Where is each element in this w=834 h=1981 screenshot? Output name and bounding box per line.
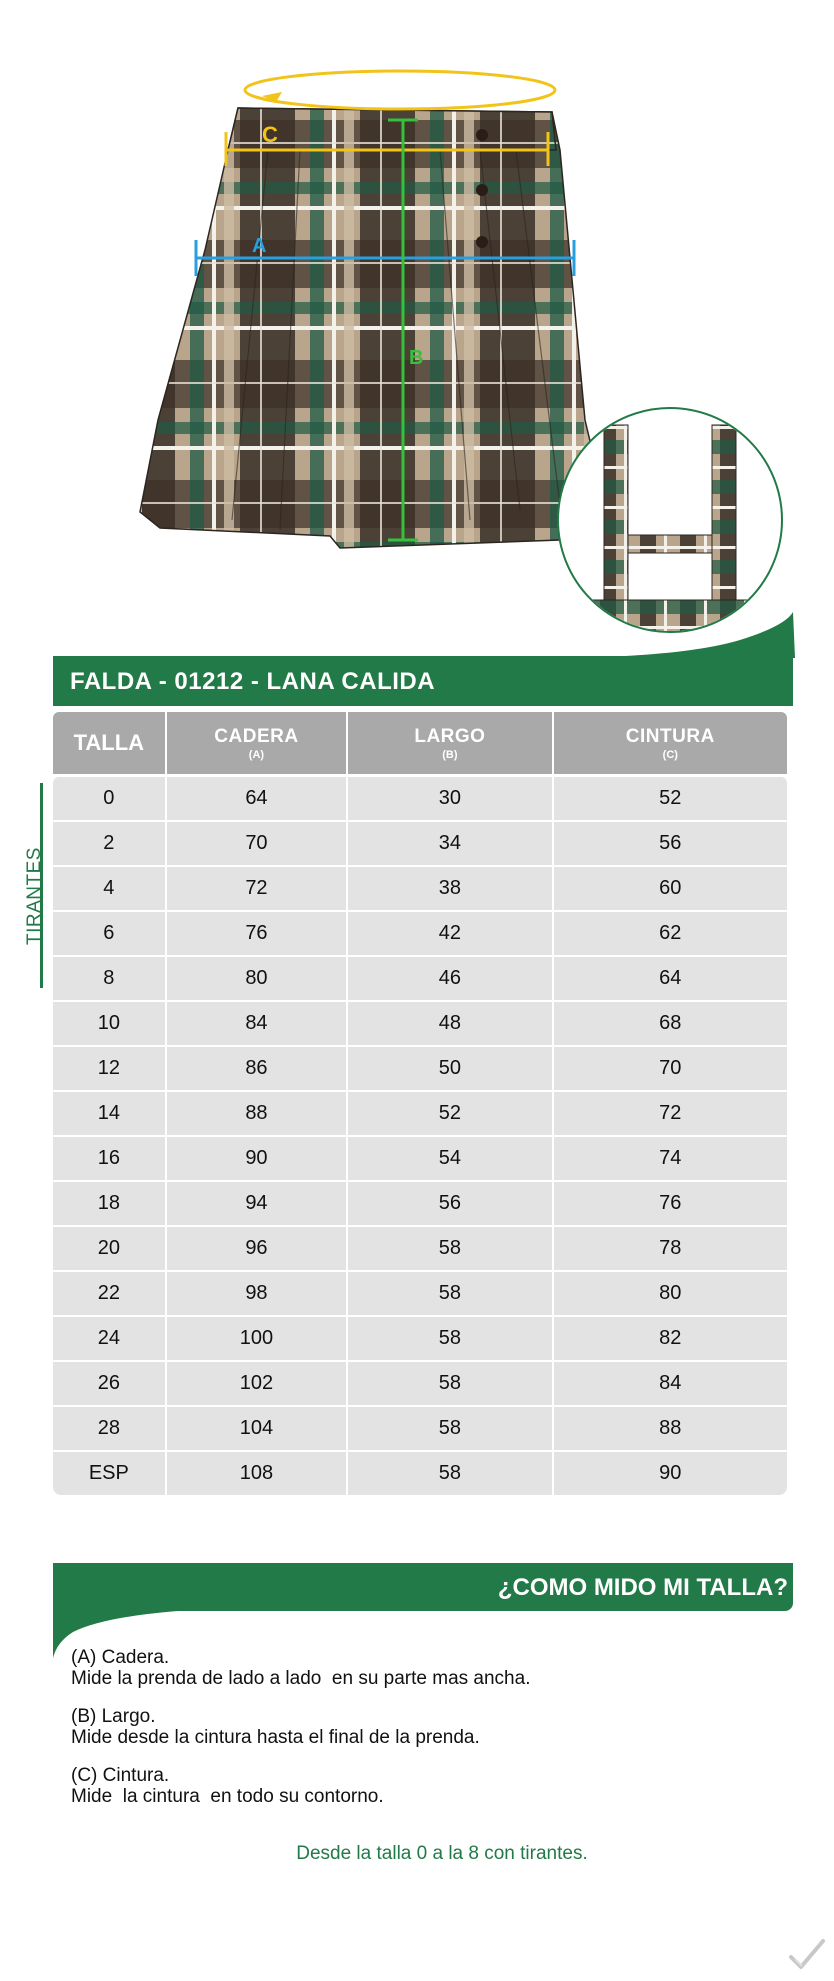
talla-cell: 6 xyxy=(53,912,167,955)
cintura-cell: 82 xyxy=(554,1317,787,1360)
header-talla: TALLA xyxy=(53,712,167,774)
cadera-cell: 90 xyxy=(167,1137,349,1180)
table-row xyxy=(53,822,787,865)
cintura-cell: 62 xyxy=(554,912,787,955)
step-largo xyxy=(71,1706,771,1748)
checkmark-logo-icon xyxy=(787,1937,827,1973)
cadera-cell: 80 xyxy=(167,957,349,1000)
cintura-cell: 88 xyxy=(554,1407,787,1450)
cintura-cell: 72 xyxy=(554,1092,787,1135)
largo-cell: 46 xyxy=(348,957,553,1000)
cadera-cell: 108 xyxy=(167,1452,349,1495)
howto-steps xyxy=(71,1647,771,1824)
table-row xyxy=(53,1182,787,1225)
table-row xyxy=(53,867,787,910)
header-largo: LARGO (B) xyxy=(348,712,553,774)
cadera-cell: 96 xyxy=(167,1227,349,1270)
suspenders-detail xyxy=(558,408,800,640)
cintura-cell: 56 xyxy=(554,822,787,865)
cadera-cell: 76 xyxy=(167,912,349,955)
largo-cell: 58 xyxy=(348,1362,553,1405)
howto-title: ¿COMO MIDO MI TALLA? xyxy=(497,1574,788,1601)
talla-cell: 14 xyxy=(53,1092,167,1135)
talla-cell: 22 xyxy=(53,1272,167,1315)
largo-cell: 58 xyxy=(348,1407,553,1450)
cadera-cell: 98 xyxy=(167,1272,349,1315)
cadera-cell: 100 xyxy=(167,1317,349,1360)
table-row xyxy=(53,1137,787,1180)
cintura-cell: 68 xyxy=(554,1002,787,1045)
talla-cell: 16 xyxy=(53,1137,167,1180)
talla-cell: 20 xyxy=(53,1227,167,1270)
step-cintura xyxy=(71,1765,771,1807)
step-text: Mide la prenda de lado a lado en su parte mas ancha. xyxy=(71,1668,531,1689)
talla-cell: 24 xyxy=(53,1317,167,1360)
largo-cell: 58 xyxy=(348,1272,553,1315)
largo-cell: 48 xyxy=(348,1002,553,1045)
table-row xyxy=(53,1047,787,1090)
cintura-cell: 78 xyxy=(554,1227,787,1270)
table-row xyxy=(53,777,787,820)
cadera-cell: 88 xyxy=(167,1092,349,1135)
tirantes-footnote: Desde la talla 0 a la 8 con tirantes. xyxy=(296,1843,588,1864)
tirantes-label: TIRANTES xyxy=(24,847,45,945)
cadera-cell: 86 xyxy=(167,1047,349,1090)
banner-curve xyxy=(540,612,795,658)
cintura-cell: 84 xyxy=(554,1362,787,1405)
largo-cell: 30 xyxy=(348,777,553,820)
largo-cell: 38 xyxy=(348,867,553,910)
cadera-cell: 102 xyxy=(167,1362,349,1405)
step-text: Mide desde la cintura hasta el final de la prenda. xyxy=(71,1727,480,1748)
skirt-illustration xyxy=(0,0,834,640)
header-cadera: CADERA (A) xyxy=(167,712,349,774)
table-row xyxy=(53,1272,787,1315)
talla-cell: 12 xyxy=(53,1047,167,1090)
step-text: Mide la cintura en todo su contorno. xyxy=(71,1786,384,1807)
talla-cell: ESP xyxy=(53,1452,167,1495)
table-row xyxy=(53,1317,787,1360)
cadera-cell: 84 xyxy=(167,1002,349,1045)
talla-cell: 2 xyxy=(53,822,167,865)
largo-cell: 58 xyxy=(348,1317,553,1360)
table-row xyxy=(53,1452,787,1495)
table-row xyxy=(53,912,787,955)
talla-cell: 26 xyxy=(53,1362,167,1405)
cadera-cell: 64 xyxy=(167,777,349,820)
header-cintura: CINTURA (C) xyxy=(554,712,787,774)
cintura-cell: 74 xyxy=(554,1137,787,1180)
largo-cell: 56 xyxy=(348,1182,553,1225)
cintura-cell: 70 xyxy=(554,1047,787,1090)
step-label: (A) Cadera. xyxy=(71,1647,170,1668)
svg-text:B: B xyxy=(409,347,424,369)
cadera-cell: 70 xyxy=(167,822,349,865)
product-title: FALDA - 01212 - LANA CALIDA xyxy=(70,668,436,695)
talla-cell: 28 xyxy=(53,1407,167,1450)
cintura-cell: 76 xyxy=(554,1182,787,1225)
cadera-cell: 72 xyxy=(167,867,349,910)
cintura-cell: 80 xyxy=(554,1272,787,1315)
table-row xyxy=(53,957,787,1000)
talla-cell: 8 xyxy=(53,957,167,1000)
step-label: (C) Cintura. xyxy=(71,1765,170,1786)
largo-cell: 34 xyxy=(348,822,553,865)
cadera-cell: 104 xyxy=(167,1407,349,1450)
cintura-cell: 60 xyxy=(554,867,787,910)
table-row xyxy=(53,1407,787,1450)
table-row xyxy=(53,1362,787,1405)
table-body xyxy=(53,777,787,1495)
largo-cell: 58 xyxy=(348,1227,553,1270)
step-label: (B) Largo. xyxy=(71,1706,156,1727)
talla-cell: 4 xyxy=(53,867,167,910)
talla-cell: 18 xyxy=(53,1182,167,1225)
largo-cell: 54 xyxy=(348,1137,553,1180)
svg-text:A: A xyxy=(252,235,267,257)
table-row xyxy=(53,1002,787,1045)
largo-cell: 42 xyxy=(348,912,553,955)
cintura-cell: 90 xyxy=(554,1452,787,1495)
largo-cell: 58 xyxy=(348,1452,553,1495)
table-header xyxy=(53,712,787,774)
talla-cell: 0 xyxy=(53,777,167,820)
cintura-cell: 64 xyxy=(554,957,787,1000)
cadera-cell: 94 xyxy=(167,1182,349,1225)
talla-cell: 10 xyxy=(53,1002,167,1045)
table-row xyxy=(53,1092,787,1135)
svg-text:C: C xyxy=(262,122,278,147)
step-cadera xyxy=(71,1647,771,1689)
size-table xyxy=(53,712,787,1497)
cintura-cell: 52 xyxy=(554,777,787,820)
largo-cell: 50 xyxy=(348,1047,553,1090)
table-row xyxy=(53,1227,787,1270)
largo-cell: 52 xyxy=(348,1092,553,1135)
